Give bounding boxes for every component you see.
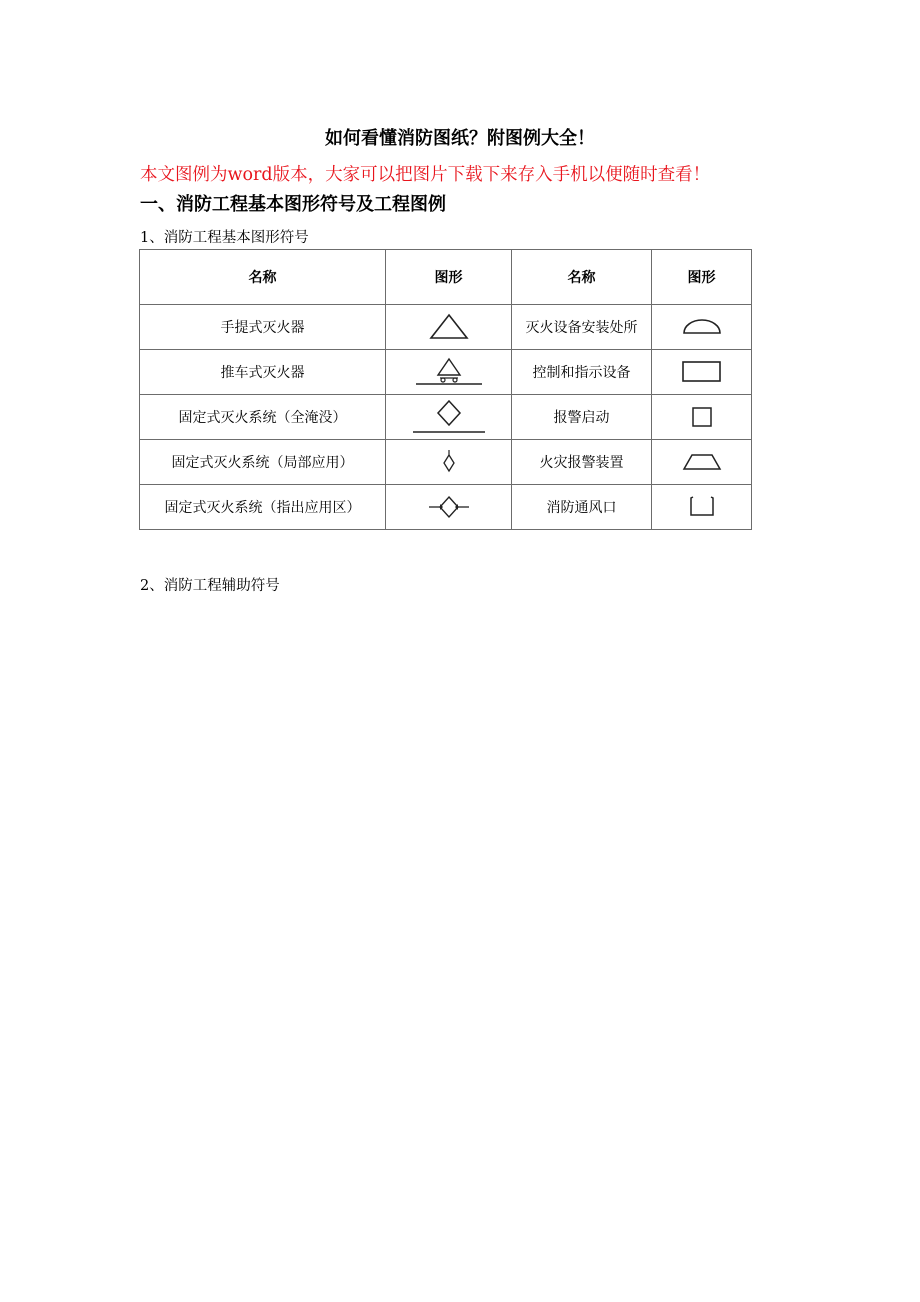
vent-bracket-icon [685, 493, 719, 521]
symbol-name: 手提式灭火器 [220, 320, 305, 336]
symbol-figure-cell [386, 485, 512, 530]
symbol-name: 控制和指示设备 [532, 365, 631, 381]
symbol-name: 固定式灭火系统（局部应用） [171, 455, 354, 471]
diamond-on-line-icon [411, 398, 487, 436]
red-notice: 本文图例为word版本，大家可以把图片下载下来存入手机以便随时查看！ [140, 165, 711, 185]
symbol-name-cell [512, 395, 652, 440]
table-row [140, 485, 752, 530]
rectangle-icon [680, 359, 724, 385]
symbol-name-cell [140, 305, 386, 350]
header-name-right: 名称 [512, 250, 652, 305]
table-row [140, 350, 752, 395]
table-row [140, 305, 752, 350]
subsection-heading-basic-symbols: 1、消防工程基本图形符号 [140, 230, 309, 246]
section-heading: 一、消防工程基本图形符号及工程图例 [140, 194, 446, 215]
symbol-figure-cell [652, 395, 752, 440]
symbol-name: 固定式灭火系统（指出应用区） [164, 500, 361, 516]
symbol-figure-cell [386, 350, 512, 395]
symbol-name-cell [140, 395, 386, 440]
diamond-with-arrows-icon [427, 493, 471, 521]
symbol-name: 灭火设备安装处所 [525, 320, 638, 336]
header-name-left: 名称 [140, 250, 386, 305]
symbol-name-cell [140, 485, 386, 530]
symbol-name: 消防通风口 [546, 500, 617, 516]
square-icon [687, 404, 717, 430]
symbol-figure-cell [652, 485, 752, 530]
semicircle-icon [680, 315, 724, 339]
trapezoid-icon [680, 450, 724, 474]
symbol-name-cell [512, 485, 652, 530]
symbol-name-cell [140, 440, 386, 485]
small-diamond-icon [437, 448, 461, 476]
table-row [140, 395, 752, 440]
wheeled-triangle-icon [414, 355, 484, 389]
symbol-figure-cell [386, 305, 512, 350]
symbol-name-cell [512, 350, 652, 395]
header-figure-left: 图形 [386, 250, 512, 305]
table-row [140, 440, 752, 485]
symbol-figure-cell [386, 395, 512, 440]
symbol-figure-cell [652, 440, 752, 485]
header-figure-right: 图形 [652, 250, 752, 305]
symbol-figure-cell [652, 305, 752, 350]
symbol-figure-cell [652, 350, 752, 395]
symbol-legend-table [139, 249, 752, 530]
symbol-name-cell [512, 305, 652, 350]
symbol-name: 推车式灭火器 [220, 365, 305, 381]
table-header-row [140, 250, 752, 305]
document-title: 如何看懂消防图纸？附图例大全！ [325, 128, 595, 149]
symbol-name: 固定式灭火系统（全淹没） [178, 410, 347, 426]
symbol-figure-cell [386, 440, 512, 485]
subsection-heading-auxiliary-symbols: 2、消防工程辅助符号 [140, 578, 280, 594]
triangle-icon [427, 312, 471, 342]
symbol-name-cell [140, 350, 386, 395]
symbol-name-cell [512, 440, 652, 485]
symbol-name: 报警启动 [553, 410, 610, 426]
symbol-name: 火灾报警装置 [539, 455, 624, 471]
